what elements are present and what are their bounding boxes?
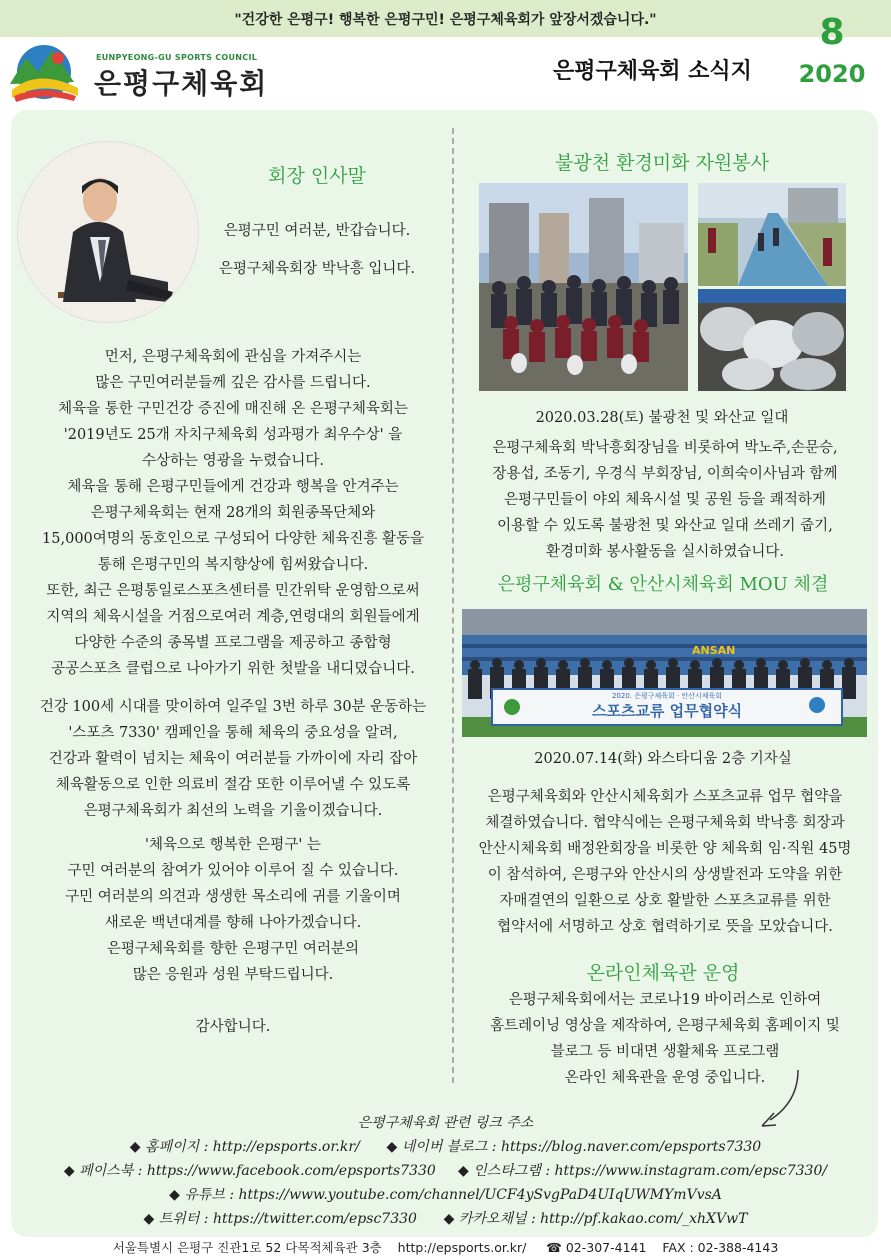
text-line: 먼저, 은평구체육회에 관심을 가져주시는 — [104, 349, 362, 365]
president-photo — [17, 141, 199, 323]
text-line: '2019년도 25개 자치구체육회 성과평가 최우수상' 을 — [63, 427, 403, 443]
text-line: 온라인 체육관을 운영 중입니다. — [564, 1070, 766, 1086]
text-line: 통해 은평구민의 복지향상에 힘써왔습니다. — [97, 557, 369, 573]
footer-contact — [0, 1238, 891, 1256]
facebook-link[interactable]: 페이스북 : https://www.facebook.com/epsports7330 — [79, 1163, 436, 1179]
text-line: 체육을 통한 구민건강 증진에 매진해 온 은평구체육회는 — [58, 401, 408, 417]
greeting-title: 회장 인사말 — [268, 165, 366, 187]
diamond-bullet-icon: ◆ — [169, 1187, 180, 1203]
greeting-closing: 감사합니다. — [195, 1019, 271, 1035]
text-line: 은평구체육회를 향한 은평구민 여러분의 — [107, 941, 359, 957]
diamond-bullet-icon: ◆ — [63, 1163, 75, 1179]
text-line: 다양한 수준의 종목별 프로그램을 제공하고 종합형 — [74, 635, 392, 651]
council-logo-icon — [8, 38, 80, 102]
text-line: 15,000여명의 동호인으로 구성되어 다양한 체육진흥 활동을 — [42, 531, 424, 547]
online-gym-title: 온라인체육관 운영 — [586, 962, 740, 984]
links-title: 은평구체육회 관련 링크 주소 — [357, 1115, 534, 1131]
column-divider — [452, 128, 454, 1083]
text-line: 장용섭, 조동기, 우경식 부회장님, 이희숙이사님과 함께 — [492, 466, 838, 482]
phone-icon: ☎ — [546, 1240, 562, 1255]
text-line: 건강 100세 시대를 맞이하여 일주일 3번 하루 30분 운동하는 — [39, 699, 427, 715]
diamond-bullet-icon: ◆ — [458, 1163, 469, 1179]
greeting-paragraph-1 — [14, 344, 452, 682]
slogan: "건강한 은평구! 행복한 은평구민! 은평구체육회가 앞장서겠습니다." — [234, 12, 657, 28]
volunteer-title: 불광천 환경미화 자원봉사 — [555, 152, 769, 174]
text-line: 은평구민들이 야외 체육시설 및 공원 등을 쾌적하게 — [504, 492, 826, 508]
diamond-bullet-icon: ◆ — [129, 1139, 141, 1155]
logo-english-name: EUNPYEONG-GU SPORTS COUNCIL — [96, 53, 258, 62]
text-line: 자매결연의 일환으로 상호 활발한 스포츠교류를 위한 — [499, 893, 831, 909]
banner-subtitle: 2020. 은평구체육회 · 안산시체육회 — [611, 692, 723, 700]
greeting-paragraph-3 — [14, 832, 452, 988]
text-line: 은평구체육회 박낙흥회장님을 비롯하여 박노주,손문승, — [492, 440, 838, 456]
greeting-intro-line: 은평구체육회장 박낙흥 입니다. — [219, 261, 415, 277]
related-links — [0, 1111, 891, 1231]
stadium-sign-text: ANSAN — [692, 644, 736, 657]
text-line: 수상하는 영광을 누렸습니다. — [142, 453, 324, 469]
issue-month: 8 — [819, 12, 845, 53]
text-line: 체결하였습니다. 협약식에는 은평구체육회 박낙흥 회장과 — [485, 815, 845, 831]
naver-blog-link[interactable]: 네이버 블로그 : https://blog.naver.com/epsports7330 — [401, 1139, 762, 1155]
text-line: 체육활동으로 인한 의료비 절감 또한 이루어낼 수 있도록 — [55, 777, 411, 793]
text-line: 건강과 활력이 넘치는 체육이 여러분들 가까이에 자리 잡아 — [48, 751, 418, 767]
text-line: 환경미화 봉사활동을 실시하였습니다. — [546, 544, 784, 560]
diamond-bullet-icon: ◆ — [443, 1211, 455, 1227]
footer-site-link[interactable]: http://epsports.or.kr/ — [397, 1240, 527, 1255]
text-line: 홈트레이닝 영상을 제작하여, 은평구체육회 홈페이지 및 — [490, 1018, 840, 1034]
text-line: 구민 여러분의 참여가 있어야 이루어 질 수 있습니다. — [67, 863, 399, 879]
text-line: 은평구체육회에서는 코로나19 바이러스로 인하여 — [508, 992, 822, 1008]
mou-title: 은평구체육회 & 안산시체육회 MOU 체결 — [497, 574, 829, 595]
banner-title: 스포츠교류 업무협약식 — [591, 702, 743, 720]
diamond-bullet-icon: ◆ — [143, 1211, 155, 1227]
text-line: 은평구체육회가 최선의 노력을 기울이겠습니다. — [83, 803, 383, 819]
text-line: 협약서에 서명하고 상호 협력하기로 뜻을 모았습니다. — [497, 919, 833, 935]
kakao-channel-link[interactable]: 카카오채널 : http://pf.kakao.com/_xhXVwT — [458, 1211, 748, 1227]
volunteer-path-photo — [698, 183, 846, 286]
text-line: 이용할 수 있도록 불광천 및 와산교 일대 쓰레기 줍기, — [497, 518, 833, 534]
text-line: 많은 구민여러분들께 깊은 감사를 드립니다. — [95, 375, 371, 391]
newsletter-title: 은평구체육회 소식지 — [553, 59, 752, 84]
mou-ceremony-photo — [462, 609, 867, 737]
footer-fax: FAX : 02-388-4143 — [662, 1240, 779, 1255]
text-line: 또한, 최근 은평통일로스포츠센터를 민간위탁 운영함으로써 — [46, 583, 420, 599]
greeting-intro-line: 은평구민 여러분, 반갑습니다. — [223, 223, 411, 239]
volunteer-trash-bags-photo — [698, 289, 846, 391]
text-line: 많은 응원과 성원 부탁드립니다. — [132, 967, 334, 983]
text-line: 새로운 백년대계를 향해 나아가겠습니다. — [104, 915, 362, 931]
text-line: 블로그 등 비대면 생활체육 프로그램 — [550, 1044, 780, 1060]
footer-phone: 02-307-4141 — [565, 1240, 647, 1255]
text-line: 공공스포츠 클럽으로 나아가기 위한 첫발을 내디뎠습니다. — [51, 661, 415, 677]
issue-year: 2020 — [798, 60, 866, 88]
instagram-link[interactable]: 인스타그램 : https://www.instagram.com/epsc7330/ — [473, 1163, 828, 1179]
volunteer-group-photo — [479, 183, 688, 391]
links-row — [0, 1183, 891, 1207]
logo-korean-name: 은평구체육회 — [94, 67, 269, 100]
text-line: '스포츠 7330' 캠페인을 통해 체육의 중요성을 알려, — [68, 725, 398, 741]
volunteer-date-caption: 2020.03.28(토) 불광천 및 와산교 일대 — [535, 410, 789, 426]
text-line: 지역의 체육시설을 거점으로여러 계층,연령대의 회원들에게 — [46, 609, 420, 625]
mou-date-caption: 2020.07.14(화) 와스타디움 2층 기자실 — [534, 751, 792, 767]
text-line: 은평구체육회는 현재 28개의 회원종목단체와 — [90, 505, 376, 521]
mou-body — [455, 784, 875, 940]
homepage-link[interactable]: 홈페이지 : http://epsports.or.kr/ — [145, 1139, 360, 1155]
text-line: '체육으로 행복한 은평구' 는 — [145, 837, 321, 853]
text-line: 이 참석하여, 은평구와 안산시의 상생발전과 도약을 위한 — [487, 867, 843, 883]
text-line: 은평구체육회와 안산시체육회가 스포츠교류 업무 협약을 — [487, 789, 843, 805]
text-line: 구민 여러분의 의견과 생생한 목소리에 귀를 기울이며 — [65, 889, 401, 905]
text-line: 안산시체육회 배정완회장을 비롯한 양 체육회 임·직원 45명 — [478, 841, 852, 857]
volunteer-body — [455, 435, 875, 565]
online-gym-body — [455, 987, 875, 1091]
greeting-intro — [197, 218, 437, 282]
footer-address: 서울특별시 은평구 진관1로 52 다목적체육관 3층 — [112, 1240, 382, 1255]
links-row — [0, 1207, 891, 1231]
links-row — [0, 1159, 891, 1183]
diamond-bullet-icon: ◆ — [386, 1139, 398, 1155]
text-line: 체육을 통해 은평구민들에게 건강과 행복을 안겨주는 — [67, 479, 399, 495]
youtube-link[interactable]: 유튜브 : https://www.youtube.com/channel/UCF4ySvgPaD4UIqUWMYmVvsA — [184, 1187, 722, 1203]
greeting-paragraph-2 — [14, 694, 452, 824]
twitter-link[interactable]: 트위터 : https://twitter.com/epsc7330 — [158, 1211, 417, 1227]
links-row — [0, 1135, 891, 1159]
